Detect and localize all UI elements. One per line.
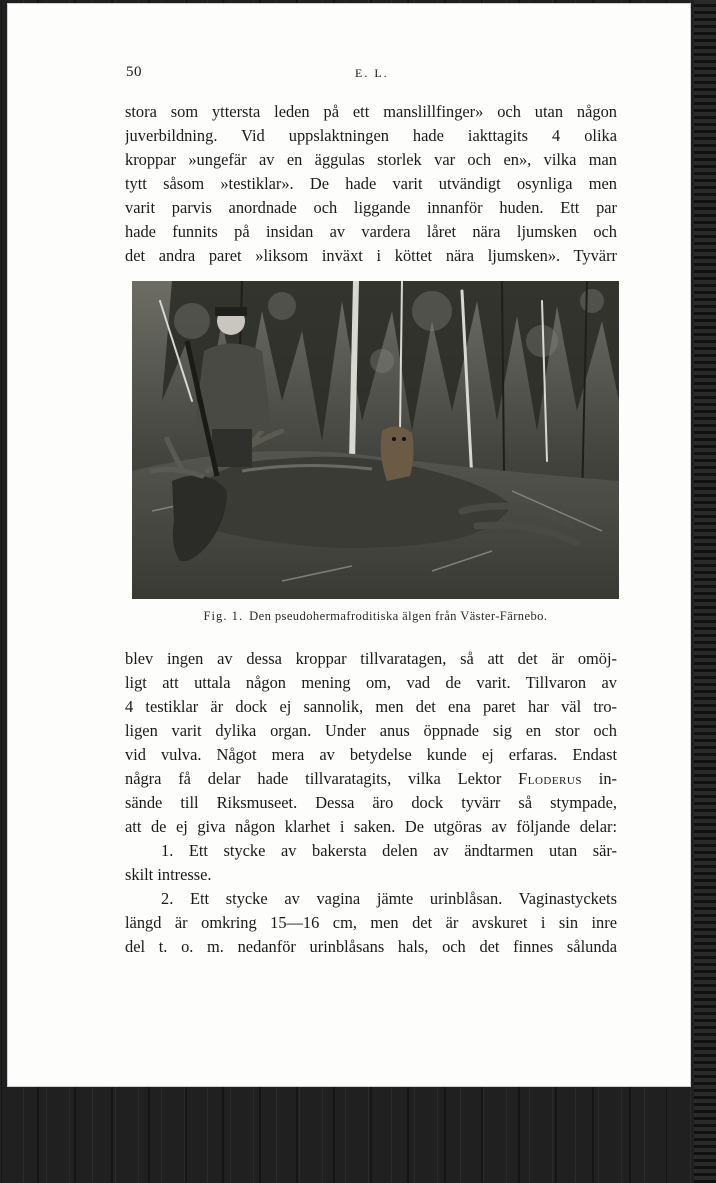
text-line: varit parvis anordnade och liggande innanför huden. Ett par (125, 198, 617, 217)
running-head: E. L. (355, 66, 389, 80)
text-line: ligen varit dylika organ. Under anus öppnade sig en stor och (125, 721, 617, 740)
photo-illustration (132, 281, 619, 599)
text-line: 4 testiklar är dock ej sannolik, men det ena paret har väl tro- (125, 697, 617, 716)
text-line-start: några få delar hade tillvaratagits, vilka Lektor (125, 769, 502, 788)
figure-caption (132, 609, 619, 624)
text-line: juverbildning. Vid uppslaktningen hade iakttagits 4 olika (125, 126, 617, 145)
text-line-end: in- (581, 769, 617, 788)
text-line: ligt att uttala någon mening om, vad de varit. Tillvaron av (125, 673, 617, 692)
text-line: sände till Riksmuseet. Dessa äro dock tyvärr så stympade, (125, 793, 617, 812)
text-line-with-name (125, 767, 617, 791)
moose-photograph (132, 281, 619, 599)
text-line: det andra paret »liksom inväxt i köttet nära ljumsken». Tyvärr (125, 246, 617, 265)
text-line: blev ingen av dessa kroppar tillvaratagen, så att det är omöj- (125, 649, 617, 668)
figure-label: Fig. 1. (203, 609, 244, 623)
person-name: Floderus (518, 769, 582, 788)
text-line: del t. o. m. nedanför urinblåsans hals, och det finnes sålunda (125, 937, 617, 956)
page-number: 50 (126, 64, 142, 80)
text-line: längd är omkring 15—16 cm, men det är avskuret i sin inre (125, 913, 617, 932)
text-line: kroppar »ungefär av en äggulas storlek var och en», vilka man (125, 150, 617, 169)
bottom-paragraph (125, 647, 617, 959)
scan-edge-strip (694, 0, 716, 1183)
text-line: hade funnits på insidan av vardera låret nära ljumsken och (125, 222, 617, 241)
text-line: stora som yttersta leden på ett manslillfinger» och utan någon (125, 102, 617, 121)
list-item: 2. Ett stycke av vagina jämte urinblåsan. Vaginastyckets (161, 889, 617, 908)
top-paragraph (125, 100, 617, 268)
text-line: att de ej giva någon klarhet i saken. De utgöras av följande delar: (125, 817, 617, 836)
text-line: tytt såsom »testiklar». De hade varit utvändigt osynliga men (125, 174, 617, 193)
text-line: vid vulva. Något mera av betydelse kunde ej erfaras. Endast (125, 745, 617, 764)
figure-caption-text: Den pseudohermafroditiska älgen från Väster-Färnebo. (249, 609, 548, 623)
text-line: skilt intresse. (125, 865, 212, 884)
list-item: 1. Ett stycke av bakersta delen av ändtarmen utan sär- (161, 841, 617, 860)
